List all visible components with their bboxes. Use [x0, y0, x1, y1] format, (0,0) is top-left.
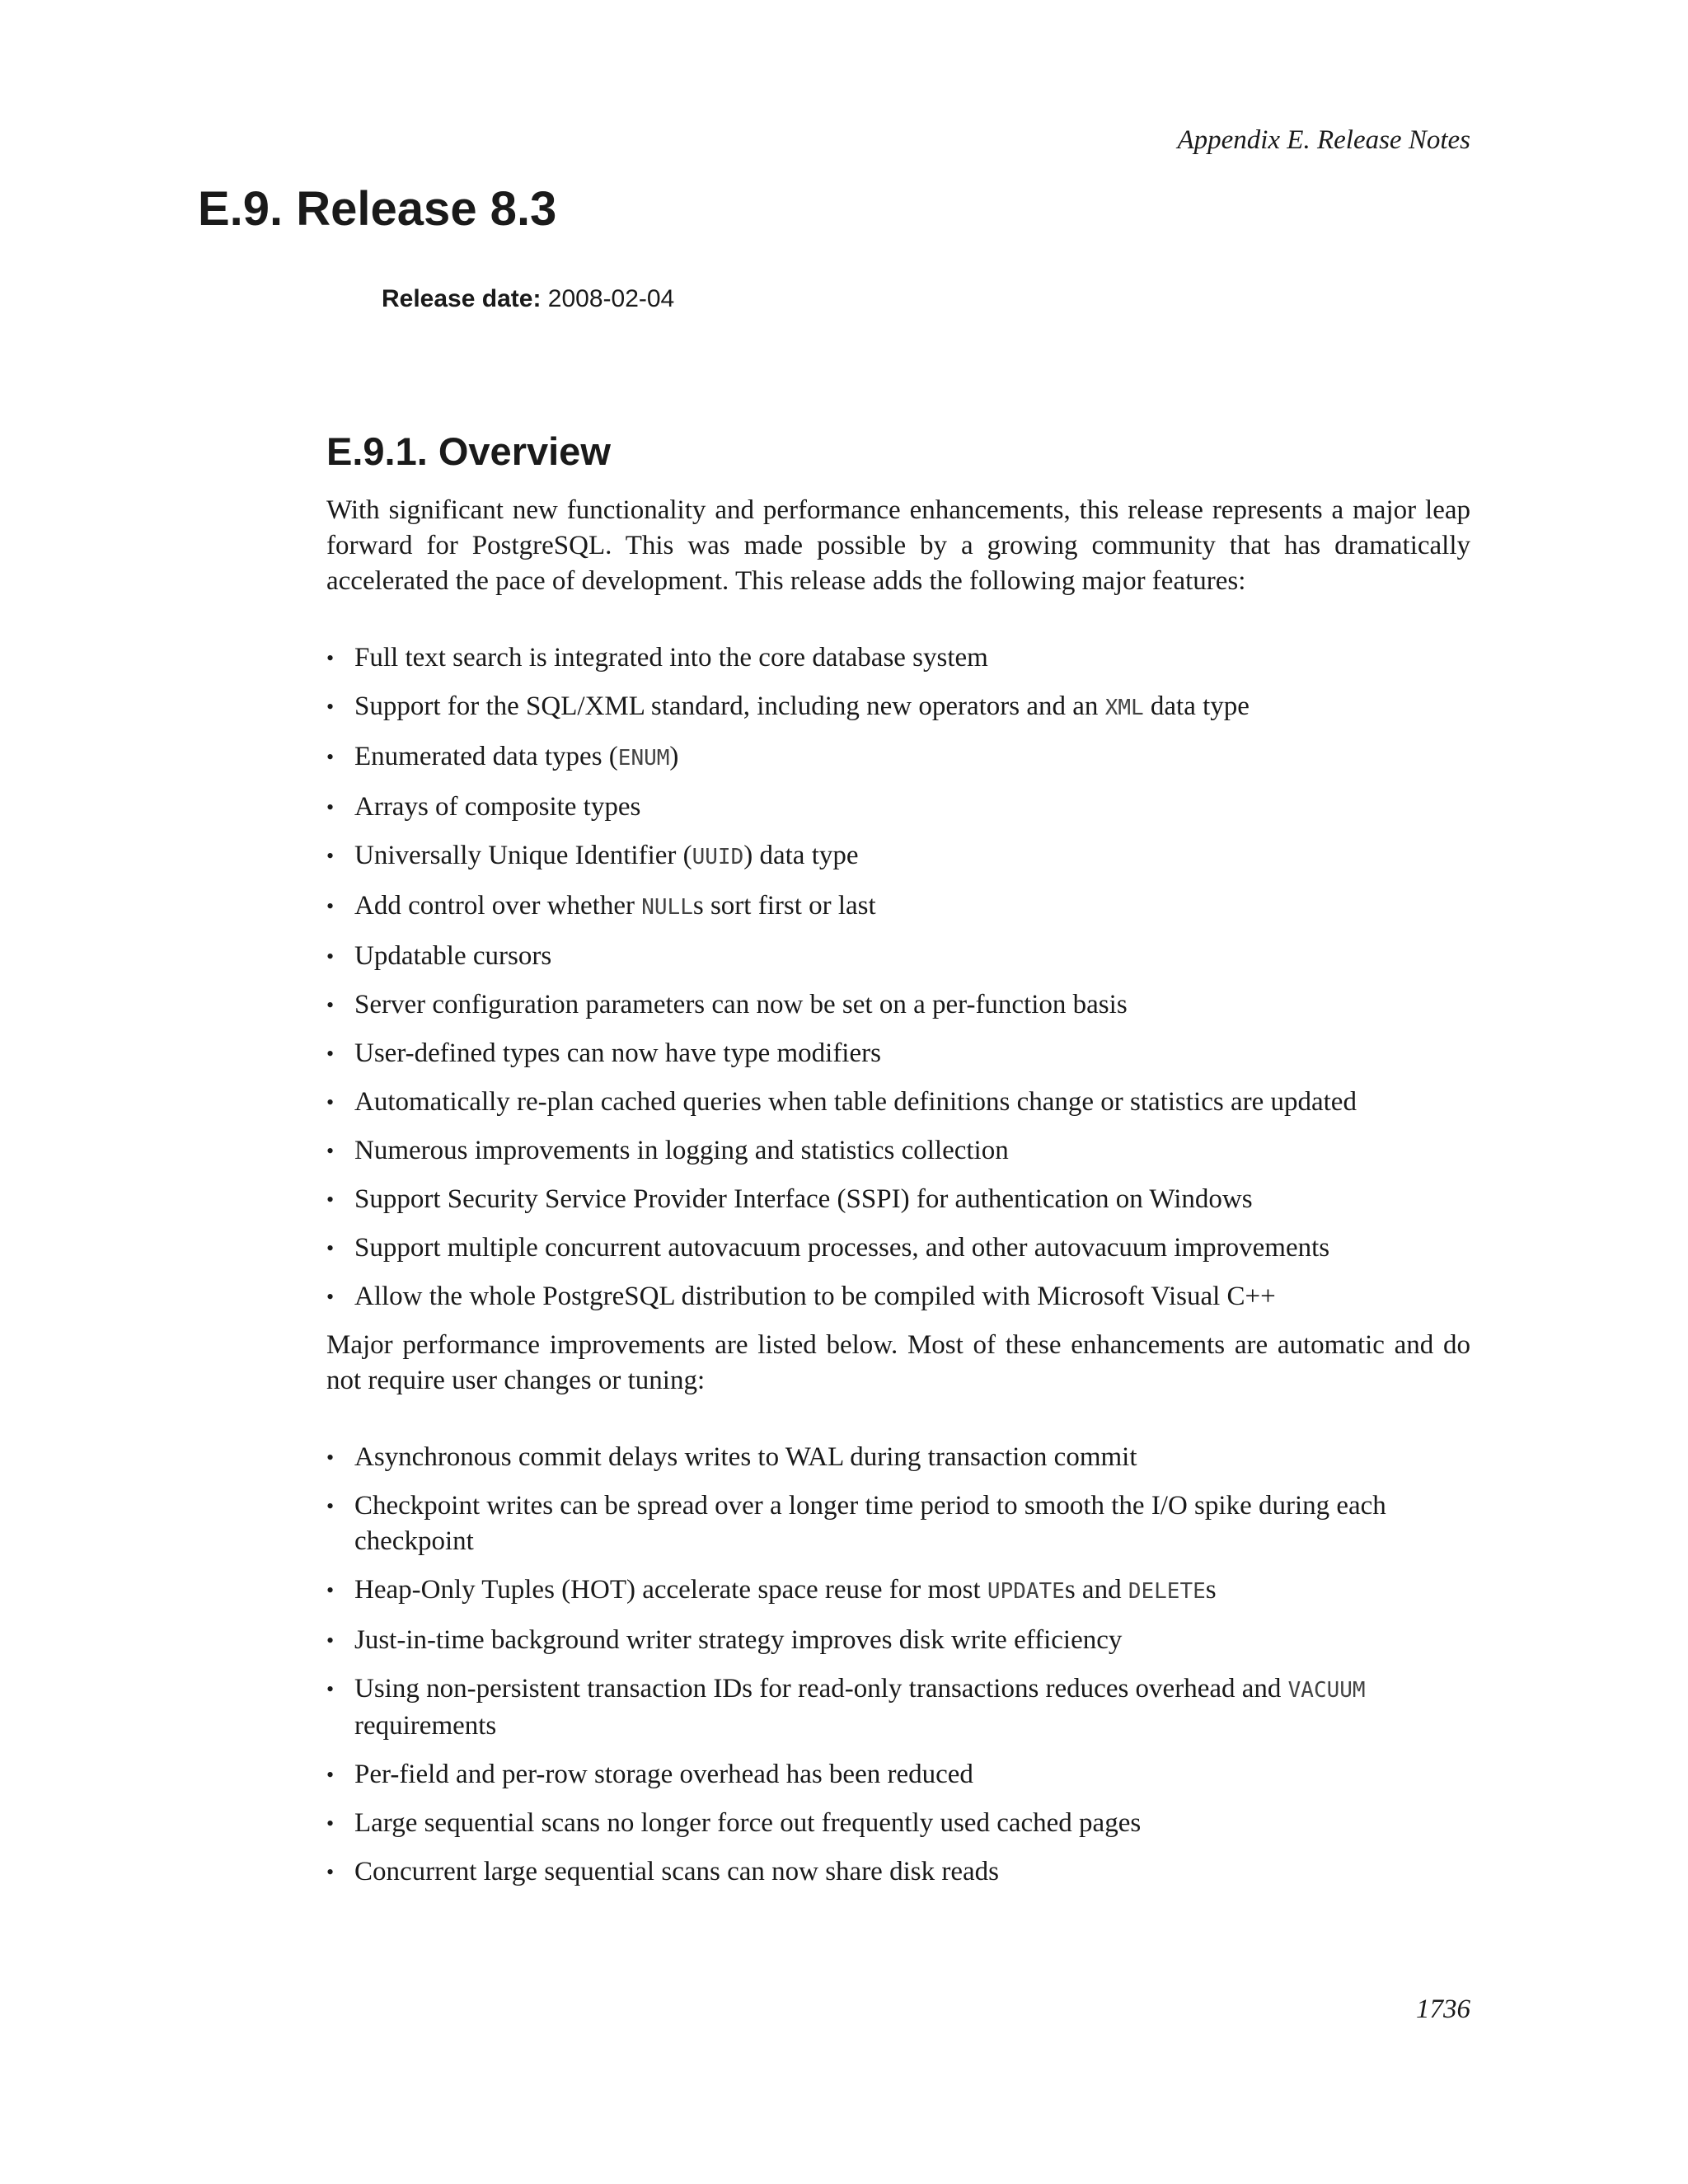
list-item	[326, 1085, 1470, 1120]
page-number: 1736	[1416, 1994, 1470, 2024]
list-item	[326, 987, 1470, 1023]
inline-code: VACUUM	[1287, 1678, 1366, 1703]
section-content	[326, 427, 1470, 1903]
section-title: E.9.1. Overview	[326, 429, 611, 473]
release-date-value: 2008-02-04	[547, 285, 675, 312]
list-item	[326, 1854, 1470, 1890]
list-item	[326, 1671, 1470, 1744]
list-item	[326, 1440, 1470, 1475]
list-item-text: Just-in-time background writer strategy improves disk write efficiency	[354, 1625, 1123, 1655]
list-item-text: Heap-Only Tuples (HOT) accelerate space reuse for most	[354, 1575, 987, 1605]
list-item-text: s sort first or last	[692, 891, 876, 921]
list-item	[326, 1572, 1470, 1610]
list-item-text: Support Security Service Provider Interface (SSPI) for authentication on Windows	[354, 1184, 1253, 1214]
list-item-text: Asynchronous commit delays writes to WAL during transaction commit	[354, 1442, 1137, 1472]
inline-code: DELETE	[1128, 1579, 1206, 1604]
running-header: Appendix E. Release Notes	[1177, 125, 1470, 155]
list-item-text: Support for the SQL/XML standard, including new operators and an	[354, 691, 1105, 721]
list-item	[326, 790, 1470, 825]
list-item-text: User-defined types can now have type modifiers	[354, 1038, 881, 1068]
features-list	[326, 640, 1470, 1315]
list-item	[326, 888, 1470, 926]
list-item-text: )	[669, 742, 679, 771]
list-item	[326, 1230, 1470, 1266]
list-item-text: Universally Unique Identifier (	[354, 841, 692, 870]
list-item-text: Enumerated data types (	[354, 742, 618, 771]
list-item	[326, 1182, 1470, 1217]
list-item-text: ) data type	[743, 841, 859, 870]
list-item-text: s	[1205, 1575, 1217, 1605]
list-item-text: Add control over whether	[354, 891, 642, 921]
list-item-text: Arrays of composite types	[354, 792, 641, 822]
list-item	[326, 1133, 1470, 1169]
chapter-title: E.9. Release 8.3	[198, 182, 557, 236]
list-item-text: s and	[1064, 1575, 1128, 1605]
list-item	[326, 1623, 1470, 1658]
release-date-label: Release date:	[382, 285, 542, 312]
list-item	[326, 1806, 1470, 1841]
list-item	[326, 1036, 1470, 1071]
release-date	[382, 285, 674, 313]
list-item-text: Using non-persistent transaction IDs for read-only transactions reduces overhead and	[354, 1674, 1288, 1704]
list-item	[326, 640, 1470, 676]
list-item	[326, 1757, 1470, 1793]
list-item-text: Updatable cursors	[354, 941, 552, 971]
list-item-text: Automatically re-plan cached queries when table definitions change or statistics are updated	[354, 1087, 1357, 1117]
list-item-text: Server configuration parameters can now be set on a per-function basis	[354, 990, 1128, 1019]
list-item-text: Full text search is integrated into the core database system	[354, 643, 988, 673]
list-item-text: requirements	[354, 1711, 497, 1741]
list-item	[326, 689, 1470, 726]
list-item-text: Allow the whole PostgreSQL distribution to be compiled with Microsoft Visual C++	[354, 1282, 1276, 1311]
inline-code: UPDATE	[987, 1579, 1065, 1604]
performance-intro-paragraph: Major performance improvements are listed below. Most of these enhancements are automatic and do not require user changes or tuning:	[326, 1330, 1470, 1395]
list-item-text: Concurrent large sequential scans can now share disk reads	[354, 1857, 999, 1886]
list-item	[326, 1279, 1470, 1315]
list-item-text: data type	[1143, 691, 1250, 721]
intro-paragraph: With significant new functionality and performance enhancements, this release represents a major leap forward for PostgreSQL. This was made possible by a growing community that has dramatically accelerated the pace of development. This release adds the following major features:	[326, 495, 1470, 596]
inline-code: UUID	[692, 845, 744, 869]
list-item	[326, 838, 1470, 875]
list-item-text: Numerous improvements in logging and statistics collection	[354, 1136, 1009, 1165]
list-item-text: Per-field and per-row storage overhead has been reduced	[354, 1760, 973, 1789]
inline-code: XML	[1104, 696, 1144, 720]
performance-list	[326, 1440, 1470, 1890]
list-item-text: Checkpoint writes can be spread over a longer time period to smooth the I/O spike during each checkpoint	[354, 1491, 1386, 1556]
list-item-text: Support multiple concurrent autovacuum processes, and other autovacuum improvements	[354, 1233, 1330, 1263]
inline-code: NULL	[641, 895, 693, 920]
list-item	[326, 739, 1470, 776]
inline-code: ENUM	[617, 746, 670, 771]
list-item	[326, 1488, 1470, 1559]
list-item-text: Large sequential scans no longer force out frequently used cached pages	[354, 1808, 1142, 1838]
list-item	[326, 939, 1470, 974]
